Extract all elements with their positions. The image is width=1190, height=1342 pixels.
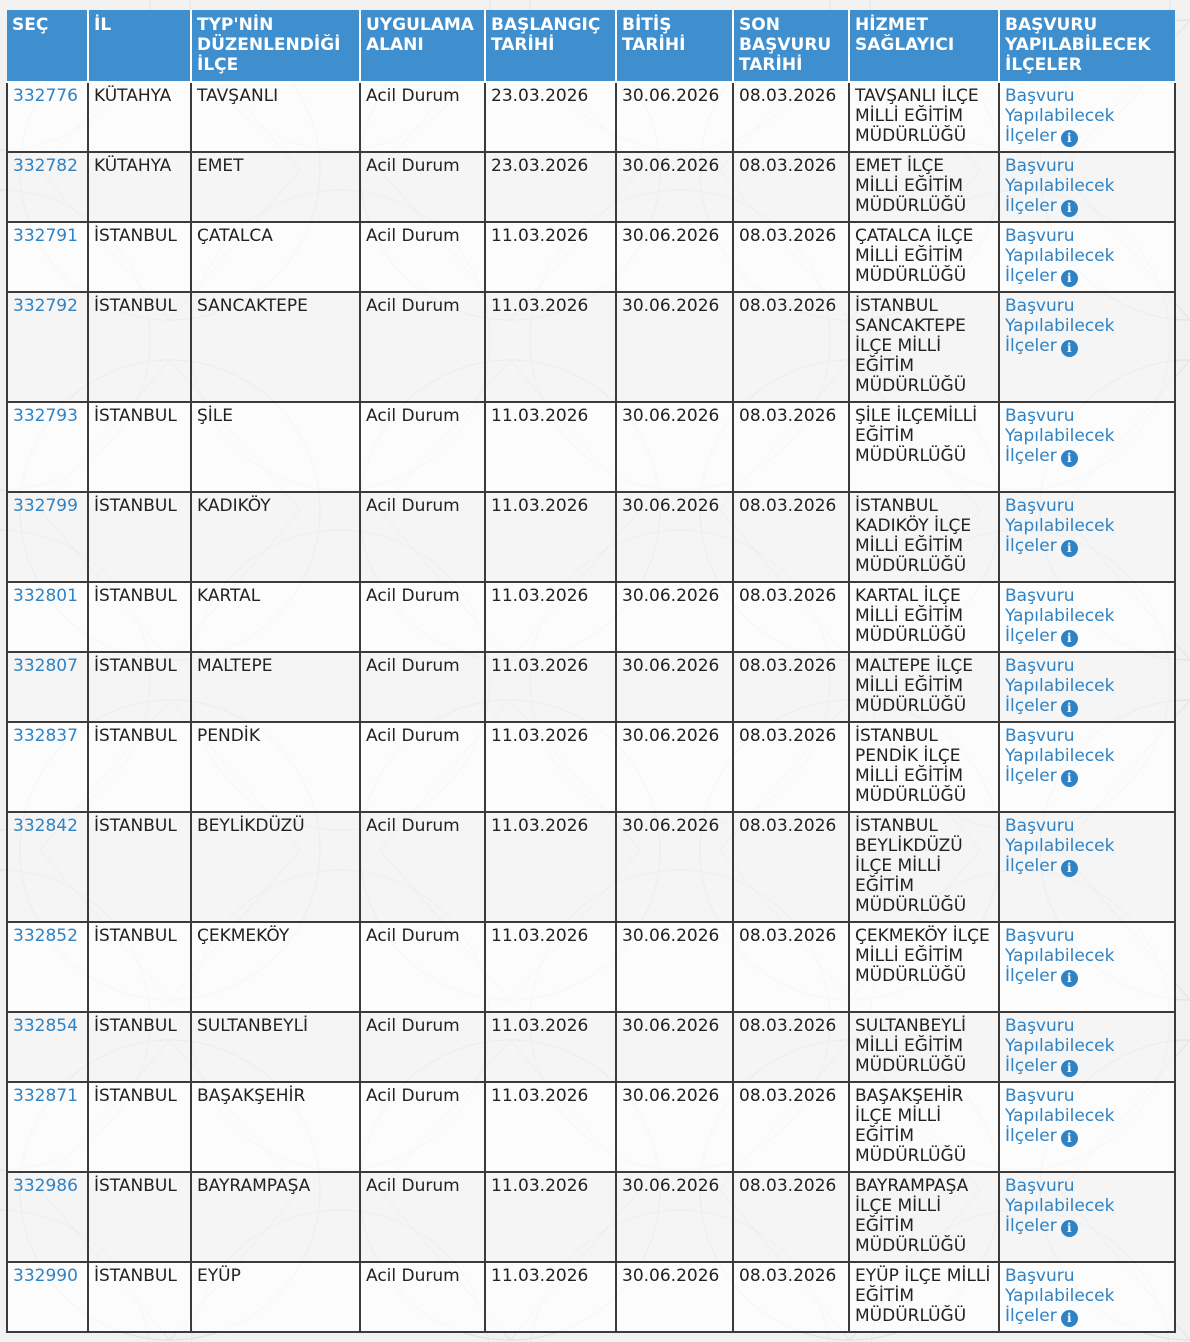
info-circle-icon[interactable]: i: [1061, 540, 1078, 557]
header-row: [7, 10, 1175, 82]
cell-sec: [7, 1172, 88, 1262]
basvuru-ilceler-link[interactable]: [1005, 1176, 1114, 1236]
cell-baslangic-tarihi: 11.03.2026: [485, 222, 616, 292]
cell-hizmet-saglayici: ÇATALCA İLÇE MİLLİ EĞİTİM MÜDÜRLÜĞÜ: [849, 222, 999, 292]
cell-hizmet-saglayici: ŞİLE İLÇEMİLLİ EĞİTİM MÜDÜRLÜĞÜ: [849, 402, 999, 492]
cell-il: İSTANBUL: [88, 922, 191, 1012]
cell-bitis-tarihi: 30.06.2026: [616, 722, 733, 812]
cell-uygulama-alani: Acil Durum: [360, 1262, 485, 1332]
cell-hizmet-saglayici: EYÜP İLÇE MİLLİ EĞİTİM MÜDÜRLÜĞÜ: [849, 1262, 999, 1332]
col-ilce-header[interactable]: TYP'NİN DÜZENLENDİĞİ İLÇE: [191, 10, 360, 82]
cell-ilce: TAVŞANLI: [191, 82, 360, 152]
cell-ilce: BEYLİKDÜZÜ: [191, 812, 360, 922]
cell-son-basvuru-tarihi: 08.03.2026: [733, 292, 849, 402]
cell-basvuru-ilceler: [999, 922, 1175, 1012]
cell-ilce: ÇATALCA: [191, 222, 360, 292]
cell-uygulama-alani: Acil Durum: [360, 922, 485, 1012]
cell-son-basvuru-tarihi: 08.03.2026: [733, 402, 849, 492]
basvuru-ilceler-link[interactable]: [1005, 1016, 1114, 1076]
cell-il: İSTANBUL: [88, 292, 191, 402]
cell-ilce: PENDİK: [191, 722, 360, 812]
info-circle-icon[interactable]: i: [1061, 700, 1078, 717]
table-row: [7, 812, 1175, 922]
cell-bitis-tarihi: 30.06.2026: [616, 652, 733, 722]
cell-uygulama-alani: Acil Durum: [360, 222, 485, 292]
select-link[interactable]: 332801: [13, 586, 78, 606]
cell-hizmet-saglayici: KARTAL İLÇE MİLLİ EĞİTİM MÜDÜRLÜĞÜ: [849, 582, 999, 652]
col-sec-header[interactable]: SEÇ: [7, 10, 88, 82]
table-row: [7, 402, 1175, 492]
basvuru-ilceler-link[interactable]: [1005, 406, 1114, 466]
cell-baslangic-tarihi: 11.03.2026: [485, 1012, 616, 1082]
table-row: [7, 152, 1175, 222]
cell-il: KÜTAHYA: [88, 152, 191, 222]
cell-uygulama-alani: Acil Durum: [360, 582, 485, 652]
select-link[interactable]: 332871: [13, 1086, 78, 1106]
cell-uygulama-alani: Acil Durum: [360, 1012, 485, 1082]
table-row: [7, 1262, 1175, 1332]
basvuru-ilceler-label: Başvuru Yapılabilecek İlçeler: [1005, 496, 1115, 556]
cell-hizmet-saglayici: BAYRAMPAŞA İLÇE MİLLİ EĞİTİM MÜDÜRLÜĞÜ: [849, 1172, 999, 1262]
info-circle-icon[interactable]: i: [1061, 200, 1078, 217]
cell-son-basvuru-tarihi: 08.03.2026: [733, 1082, 849, 1172]
cell-baslangic-tarihi: 11.03.2026: [485, 582, 616, 652]
cell-bitis-tarihi: 30.06.2026: [616, 1172, 733, 1262]
cell-ilce: EMET: [191, 152, 360, 222]
info-circle-icon[interactable]: i: [1061, 970, 1078, 987]
table-row: [7, 1012, 1175, 1082]
cell-il: İSTANBUL: [88, 222, 191, 292]
basvuru-ilceler-label: Başvuru Yapılabilecek İlçeler: [1005, 1176, 1115, 1236]
cell-basvuru-ilceler: [999, 292, 1175, 402]
cell-baslangic-tarihi: 11.03.2026: [485, 292, 616, 402]
basvuru-ilceler-label: Başvuru Yapılabilecek İlçeler: [1005, 1266, 1115, 1326]
basvuru-ilceler-link[interactable]: [1005, 496, 1114, 556]
col-il-header[interactable]: İL: [88, 10, 191, 82]
basvuru-ilceler-link[interactable]: [1005, 226, 1114, 286]
table-row: [7, 82, 1175, 152]
cell-uygulama-alani: Acil Durum: [360, 652, 485, 722]
cell-hizmet-saglayici: EMET İLÇE MİLLİ EĞİTİM MÜDÜRLÜĞÜ: [849, 152, 999, 222]
cell-bitis-tarihi: 30.06.2026: [616, 1262, 733, 1332]
cell-sec: [7, 922, 88, 1012]
cell-son-basvuru-tarihi: 08.03.2026: [733, 492, 849, 582]
basvuru-ilceler-label: Başvuru Yapılabilecek İlçeler: [1005, 656, 1115, 716]
basvuru-ilceler-label: Başvuru Yapılabilecek İlçeler: [1005, 926, 1115, 986]
cell-uygulama-alani: Acil Durum: [360, 1172, 485, 1262]
cell-uygulama-alani: Acil Durum: [360, 402, 485, 492]
cell-il: İSTANBUL: [88, 812, 191, 922]
basvuru-ilceler-link[interactable]: [1005, 156, 1114, 216]
cell-hizmet-saglayici: İSTANBUL KADIKÖY İLÇE MİLLİ EĞİTİM MÜDÜRLÜĞÜ: [849, 492, 999, 582]
cell-sec: [7, 1262, 88, 1332]
cell-son-basvuru-tarihi: 08.03.2026: [733, 1262, 849, 1332]
cell-son-basvuru-tarihi: 08.03.2026: [733, 922, 849, 1012]
table-row: [7, 722, 1175, 812]
cell-il: İSTANBUL: [88, 1262, 191, 1332]
basvuru-ilceler-link[interactable]: [1005, 1086, 1114, 1146]
select-link[interactable]: 332852: [13, 926, 78, 946]
cell-bitis-tarihi: 30.06.2026: [616, 812, 733, 922]
cell-bitis-tarihi: 30.06.2026: [616, 152, 733, 222]
cell-ilce: SULTANBEYLİ: [191, 1012, 360, 1082]
cell-il: İSTANBUL: [88, 652, 191, 722]
cell-ilce: MALTEPE: [191, 652, 360, 722]
cell-il: İSTANBUL: [88, 402, 191, 492]
cell-ilce: SANCAKTEPE: [191, 292, 360, 402]
table-header: [7, 10, 1175, 82]
cell-baslangic-tarihi: 23.03.2026: [485, 82, 616, 152]
cell-son-basvuru-tarihi: 08.03.2026: [733, 1172, 849, 1262]
cell-basvuru-ilceler: [999, 582, 1175, 652]
cell-hizmet-saglayici: BAŞAKŞEHİR İLÇE MİLLİ EĞİTİM MÜDÜRLÜĞÜ: [849, 1082, 999, 1172]
basvuru-ilceler-label: Başvuru Yapılabilecek İlçeler: [1005, 296, 1115, 356]
cell-bitis-tarihi: 30.06.2026: [616, 582, 733, 652]
select-link[interactable]: 332782: [13, 156, 78, 176]
col-son-basvuru-tarihi-header[interactable]: SON BAŞVURU TARİHİ: [733, 10, 849, 82]
select-link[interactable]: 332990: [13, 1266, 78, 1286]
cell-uygulama-alani: Acil Durum: [360, 82, 485, 152]
table-row: [7, 922, 1175, 1012]
cell-uygulama-alani: Acil Durum: [360, 1082, 485, 1172]
select-link[interactable]: 332842: [13, 816, 78, 836]
col-bitis-tarihi-header[interactable]: BİTİŞ TARİHİ: [616, 10, 733, 82]
cell-son-basvuru-tarihi: 08.03.2026: [733, 652, 849, 722]
cell-bitis-tarihi: 30.06.2026: [616, 922, 733, 1012]
select-link[interactable]: 332792: [13, 296, 78, 316]
cell-uygulama-alani: Acil Durum: [360, 152, 485, 222]
cell-baslangic-tarihi: 23.03.2026: [485, 152, 616, 222]
cell-il: İSTANBUL: [88, 1172, 191, 1262]
info-circle-icon[interactable]: i: [1061, 1310, 1078, 1327]
basvuru-ilceler-label: Başvuru Yapılabilecek İlçeler: [1005, 1086, 1115, 1146]
cell-baslangic-tarihi: 11.03.2026: [485, 402, 616, 492]
cell-uygulama-alani: Acil Durum: [360, 492, 485, 582]
col-hizmet-saglayici-header[interactable]: HİZMET SAĞLAYICI: [849, 10, 999, 82]
cell-basvuru-ilceler: [999, 402, 1175, 492]
select-link[interactable]: 332807: [13, 656, 78, 676]
cell-basvuru-ilceler: [999, 652, 1175, 722]
cell-sec: [7, 1012, 88, 1082]
col-basvuru-ilceler-header[interactable]: BAŞVURU YAPILABİLECEK İLÇELER: [999, 10, 1175, 82]
cell-hizmet-saglayici: TAVŞANLI İLÇE MİLLİ EĞİTİM MÜDÜRLÜĞÜ: [849, 82, 999, 152]
select-link[interactable]: 332776: [13, 86, 78, 106]
info-circle-icon[interactable]: i: [1061, 270, 1078, 287]
cell-son-basvuru-tarihi: 08.03.2026: [733, 152, 849, 222]
basvuru-ilceler-label: Başvuru Yapılabilecek İlçeler: [1005, 726, 1115, 786]
table-row: [7, 1082, 1175, 1172]
cell-bitis-tarihi: 30.06.2026: [616, 82, 733, 152]
cell-hizmet-saglayici: MALTEPE İLÇE MİLLİ EĞİTİM MÜDÜRLÜĞÜ: [849, 652, 999, 722]
cell-il: İSTANBUL: [88, 1012, 191, 1082]
cell-sec: [7, 812, 88, 922]
cell-ilce: EYÜP: [191, 1262, 360, 1332]
cell-sec: [7, 722, 88, 812]
cell-basvuru-ilceler: [999, 222, 1175, 292]
basvuru-ilceler-label: Başvuru Yapılabilecek İlçeler: [1005, 406, 1115, 466]
cell-il: İSTANBUL: [88, 582, 191, 652]
cell-baslangic-tarihi: 11.03.2026: [485, 1172, 616, 1262]
info-circle-icon[interactable]: i: [1061, 1060, 1078, 1077]
cell-baslangic-tarihi: 11.03.2026: [485, 1262, 616, 1332]
cell-baslangic-tarihi: 11.03.2026: [485, 492, 616, 582]
cell-son-basvuru-tarihi: 08.03.2026: [733, 82, 849, 152]
cell-uygulama-alani: Acil Durum: [360, 292, 485, 402]
info-circle-icon[interactable]: i: [1061, 770, 1078, 787]
table-row: [7, 492, 1175, 582]
cell-ilce: ŞİLE: [191, 402, 360, 492]
cell-baslangic-tarihi: 11.03.2026: [485, 1082, 616, 1172]
cell-sec: [7, 402, 88, 492]
cell-basvuru-ilceler: [999, 1082, 1175, 1172]
basvuru-ilceler-link[interactable]: [1005, 726, 1114, 786]
basvuru-ilceler-link[interactable]: [1005, 586, 1114, 646]
basvuru-ilceler-label: Başvuru Yapılabilecek İlçeler: [1005, 1016, 1115, 1076]
cell-bitis-tarihi: 30.06.2026: [616, 222, 733, 292]
cell-basvuru-ilceler: [999, 152, 1175, 222]
cell-hizmet-saglayici: İSTANBUL SANCAKTEPE İLÇE MİLLİ EĞİTİM MÜDÜRLÜĞÜ: [849, 292, 999, 402]
cell-il: İSTANBUL: [88, 722, 191, 812]
basvuru-ilceler-link[interactable]: [1005, 86, 1114, 146]
cell-bitis-tarihi: 30.06.2026: [616, 292, 733, 402]
select-link[interactable]: 332791: [13, 226, 78, 246]
info-circle-icon[interactable]: i: [1061, 630, 1078, 647]
cell-sec: [7, 82, 88, 152]
cell-ilce: ÇEKMEKÖY: [191, 922, 360, 1012]
cell-il: İSTANBUL: [88, 492, 191, 582]
info-circle-icon[interactable]: i: [1061, 1130, 1078, 1147]
cell-basvuru-ilceler: [999, 1262, 1175, 1332]
cell-hizmet-saglayici: SULTANBEYLİ MİLLİ EĞİTİM MÜDÜRLÜĞÜ: [849, 1012, 999, 1082]
cell-bitis-tarihi: 30.06.2026: [616, 402, 733, 492]
col-uygulama-alani-header[interactable]: UYGULAMA ALANI: [360, 10, 485, 82]
cell-il: KÜTAHYA: [88, 82, 191, 152]
table-body: [7, 82, 1175, 1332]
cell-sec: [7, 222, 88, 292]
typ-table: [6, 10, 1176, 1333]
basvuru-ilceler-link[interactable]: [1005, 816, 1114, 876]
basvuru-ilceler-label: Başvuru Yapılabilecek İlçeler: [1005, 156, 1115, 216]
select-link[interactable]: 332854: [13, 1016, 78, 1036]
cell-sec: [7, 1082, 88, 1172]
cell-hizmet-saglayici: ÇEKMEKÖY İLÇE MİLLİ EĞİTİM MÜDÜRLÜĞÜ: [849, 922, 999, 1012]
basvuru-ilceler-label: Başvuru Yapılabilecek İlçeler: [1005, 226, 1115, 286]
cell-hizmet-saglayici: İSTANBUL BEYLİKDÜZÜ İLÇE MİLLİ EĞİTİM MÜDÜRLÜĞÜ: [849, 812, 999, 922]
cell-son-basvuru-tarihi: 08.03.2026: [733, 1012, 849, 1082]
info-circle-icon[interactable]: i: [1061, 130, 1078, 147]
select-link[interactable]: 332837: [13, 726, 78, 746]
cell-ilce: KARTAL: [191, 582, 360, 652]
cell-uygulama-alani: Acil Durum: [360, 812, 485, 922]
cell-basvuru-ilceler: [999, 812, 1175, 922]
basvuru-ilceler-link[interactable]: [1005, 926, 1114, 986]
table-row: [7, 222, 1175, 292]
table-row: [7, 582, 1175, 652]
cell-hizmet-saglayici: İSTANBUL PENDİK İLÇE MİLLİ EĞİTİM MÜDÜRLÜĞÜ: [849, 722, 999, 812]
cell-basvuru-ilceler: [999, 1172, 1175, 1262]
cell-basvuru-ilceler: [999, 1012, 1175, 1082]
cell-il: İSTANBUL: [88, 1082, 191, 1172]
cell-basvuru-ilceler: [999, 82, 1175, 152]
cell-basvuru-ilceler: [999, 722, 1175, 812]
cell-sec: [7, 152, 88, 222]
table-row: [7, 1172, 1175, 1262]
cell-sec: [7, 492, 88, 582]
cell-ilce: BAYRAMPAŞA: [191, 1172, 360, 1262]
cell-basvuru-ilceler: [999, 492, 1175, 582]
cell-son-basvuru-tarihi: 08.03.2026: [733, 812, 849, 922]
cell-sec: [7, 292, 88, 402]
basvuru-ilceler-label: Başvuru Yapılabilecek İlçeler: [1005, 816, 1115, 876]
select-link[interactable]: 332799: [13, 496, 78, 516]
basvuru-ilceler-link[interactable]: [1005, 656, 1114, 716]
basvuru-ilceler-link[interactable]: [1005, 1266, 1114, 1326]
select-link[interactable]: 332793: [13, 406, 78, 426]
cell-baslangic-tarihi: 11.03.2026: [485, 812, 616, 922]
cell-son-basvuru-tarihi: 08.03.2026: [733, 722, 849, 812]
select-link[interactable]: 332986: [13, 1176, 78, 1196]
cell-bitis-tarihi: 30.06.2026: [616, 1012, 733, 1082]
basvuru-ilceler-label: Başvuru Yapılabilecek İlçeler: [1005, 86, 1115, 146]
cell-baslangic-tarihi: 11.03.2026: [485, 722, 616, 812]
cell-baslangic-tarihi: 11.03.2026: [485, 652, 616, 722]
table-row: [7, 652, 1175, 722]
info-circle-icon[interactable]: i: [1061, 860, 1078, 877]
basvuru-ilceler-link[interactable]: [1005, 296, 1114, 356]
cell-son-basvuru-tarihi: 08.03.2026: [733, 582, 849, 652]
col-baslangic-tarihi-header[interactable]: BAŞLANGIÇ TARİHİ: [485, 10, 616, 82]
cell-son-basvuru-tarihi: 08.03.2026: [733, 222, 849, 292]
cell-ilce: KADIKÖY: [191, 492, 360, 582]
cell-bitis-tarihi: 30.06.2026: [616, 492, 733, 582]
info-circle-icon[interactable]: i: [1061, 1220, 1078, 1237]
cell-ilce: BAŞAKŞEHİR: [191, 1082, 360, 1172]
cell-sec: [7, 582, 88, 652]
cell-sec: [7, 652, 88, 722]
cell-uygulama-alani: Acil Durum: [360, 722, 485, 812]
info-circle-icon[interactable]: i: [1061, 340, 1078, 357]
table-row: [7, 292, 1175, 402]
cell-baslangic-tarihi: 11.03.2026: [485, 922, 616, 1012]
cell-bitis-tarihi: 30.06.2026: [616, 1082, 733, 1172]
info-circle-icon[interactable]: i: [1061, 450, 1078, 467]
basvuru-ilceler-label: Başvuru Yapılabilecek İlçeler: [1005, 586, 1115, 646]
